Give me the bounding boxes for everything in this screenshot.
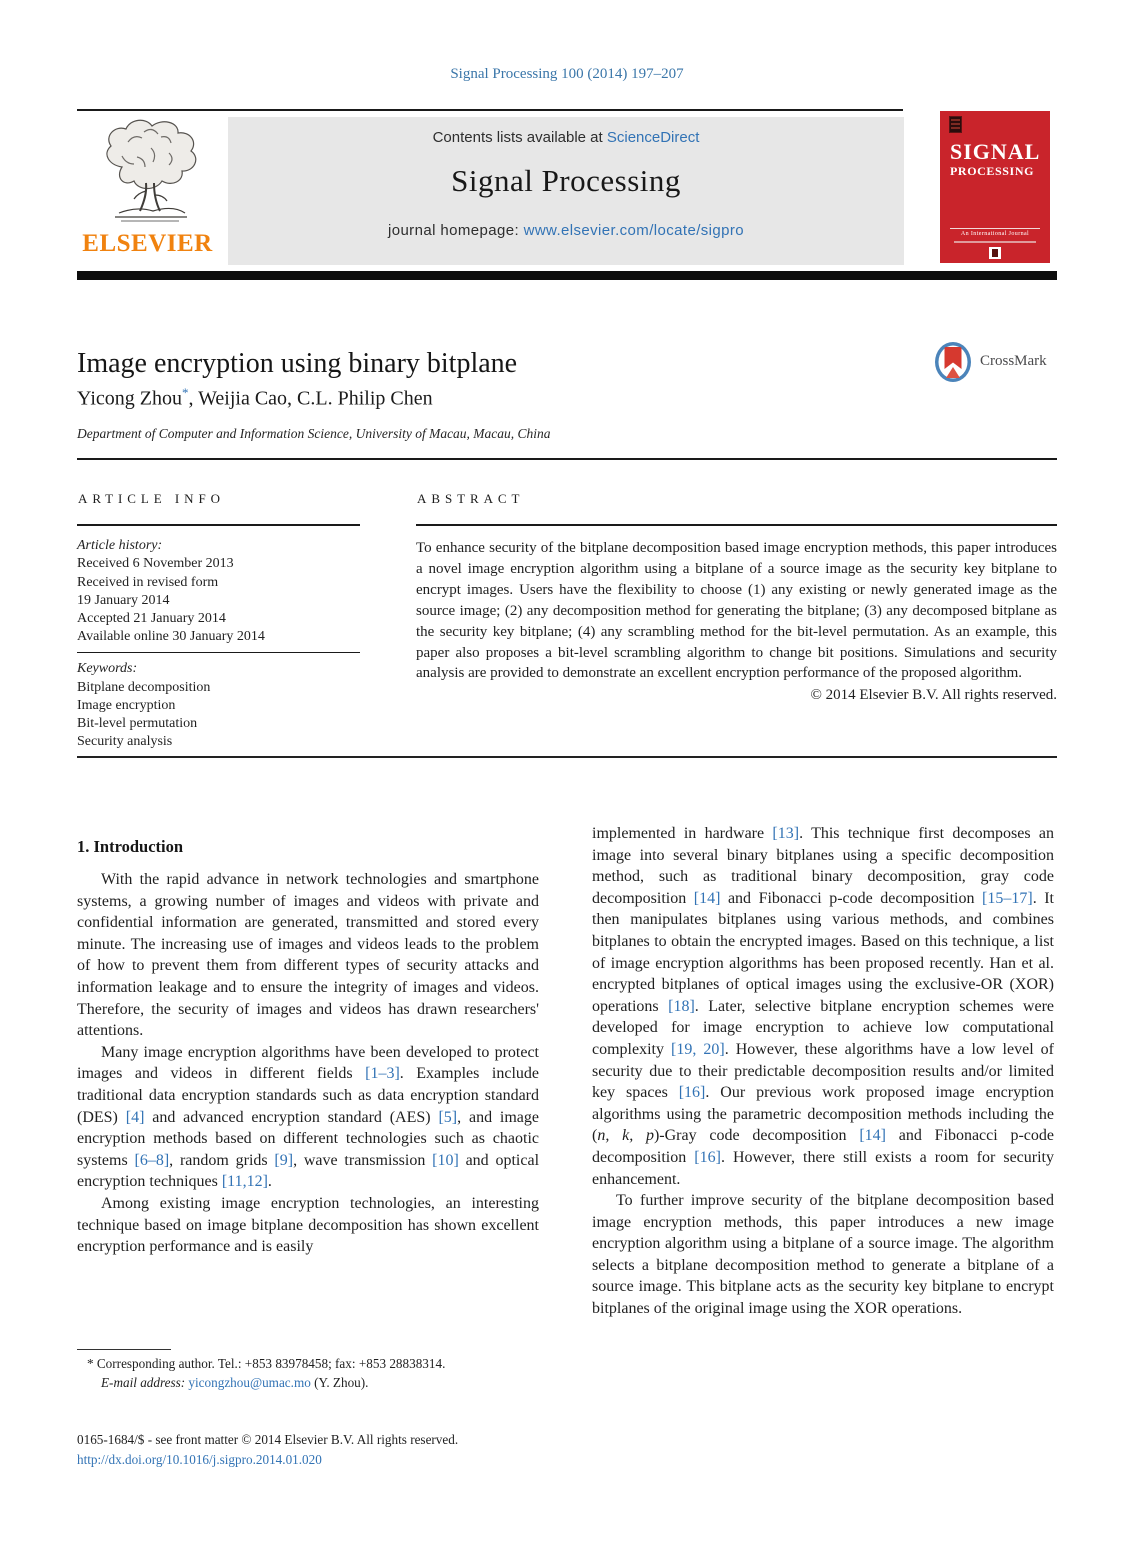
cover-title-line2: PROCESSING bbox=[950, 164, 1035, 178]
citation-link[interactable]: [19, 20] bbox=[671, 1040, 725, 1058]
list-line: Image encryption bbox=[77, 697, 176, 713]
citation-link[interactable]: [15–17] bbox=[982, 889, 1033, 907]
affiliation: Department of Computer and Information Science, University of Macau, Macau, China bbox=[77, 426, 551, 441]
cover-divider bbox=[950, 228, 1040, 229]
list-line: Security analysis bbox=[77, 734, 173, 750]
list-line: Received in revised form bbox=[77, 574, 219, 590]
citation-link[interactable]: [16] bbox=[678, 1084, 706, 1102]
journal-homepage-link[interactable]: www.elsevier.com/locate/sigpro bbox=[523, 222, 745, 239]
journal-title: Signal Processing bbox=[451, 163, 681, 198]
keywords-label: Keywords: bbox=[77, 661, 138, 677]
abstract-heading: ABSTRACT bbox=[417, 491, 525, 506]
citation-link[interactable]: [6–8] bbox=[134, 1151, 170, 1169]
footnote-block bbox=[77, 1355, 543, 1392]
cover-tree-emblem-icon bbox=[949, 116, 962, 133]
crossmark-icon bbox=[933, 339, 975, 385]
email-note: E-mail address: yicongzhou@umac.mo (Y. Zhou). bbox=[101, 1374, 369, 1390]
issn-copyright-line: 0165-1684/$ - see front matter © 2014 Elsevier B.V. All rights reserved. bbox=[77, 1432, 459, 1447]
abstract-copyright: © 2014 Elsevier B.V. All rights reserved. bbox=[810, 687, 1057, 704]
crossmark-label: CrossMark bbox=[980, 353, 1047, 369]
list-line: Received 6 November 2013 bbox=[77, 556, 234, 572]
citation-link[interactable]: [1–3] bbox=[365, 1065, 400, 1083]
list-line: Available online 30 January 2014 bbox=[77, 629, 265, 645]
author-list: Yicong Zhou*, Weijia Cao, C.L. Philip Chen bbox=[77, 385, 433, 410]
elsevier-wordmark: ELSEVIER bbox=[82, 230, 213, 257]
journal-citation-header: Signal Processing 100 (2014) 197–207 bbox=[450, 66, 684, 82]
citation-link[interactable]: [16] bbox=[694, 1148, 721, 1166]
citation-link[interactable]: [9] bbox=[274, 1151, 294, 1169]
paragraph: Many image encryption algorithms have been developed to protect images and videos in different fields [1–3]. Examples include traditional data encryption standards such as data encryption standard (DES) [4] and advanced encryption standard (AES) [5], and image encryption methods based on different technologies such as chaotic systems [6–8], random grids [9], wave transmission [10] and optical encryption techniques [11,12]. bbox=[77, 1043, 540, 1191]
list-line: 19 January 2014 bbox=[77, 592, 170, 608]
article-info-heading: ARTICLE INFO bbox=[78, 491, 225, 506]
citation-link[interactable]: [4] bbox=[125, 1108, 145, 1126]
corresponding-author-note: * Corresponding author. Tel.: +853 83978458; fax: +853 28838314. bbox=[87, 1356, 446, 1371]
keywords-list bbox=[77, 679, 360, 752]
citation-link[interactable]: [14] bbox=[859, 1127, 886, 1145]
citation-link[interactable]: [11,12] bbox=[221, 1173, 268, 1191]
title-block-rule bbox=[77, 458, 1057, 460]
footnote-rule bbox=[77, 1349, 171, 1350]
cover-fineprint-bar bbox=[954, 241, 1036, 243]
cover-publisher-mark-icon bbox=[989, 247, 1001, 259]
masthead-top-rule bbox=[77, 109, 903, 111]
abstract-block-bottom-rule bbox=[77, 756, 1057, 758]
paragraph: To further improve security of the bitplane decomposition based image encryption methods, this paper introduces a new image encryption algorithm using a bitplane of a source image. The algorithm selects a bitplane decomposition method to generate a bitplane of a source image. This bitplane acts as the security key bitplane to encrypt bitplanes of the original image using the XOR operations. bbox=[592, 1192, 1054, 1318]
corresponding-author-asterisk[interactable]: * bbox=[182, 385, 189, 400]
contents-line bbox=[228, 129, 904, 146]
article-info-column bbox=[77, 537, 360, 752]
italic-text: n, k, p bbox=[597, 1127, 654, 1145]
citation-link[interactable]: [5] bbox=[438, 1108, 458, 1126]
journal-masthead-box bbox=[228, 117, 904, 265]
abstract-text: To enhance security of the bitplane decomposition based image encryption methods, this paper introduces a novel image encryption algorithm using a bitplane of a source image as the security key bitplane to encrypt images. Users have the flexibility to choose (1) any existing or newly generated image as the source image; (2) any decomposition method for generating the bitplane; (3) any decomposed bitplane as the security key bitplane; (4) any scrambling method for the bit-level permutation. As an example, this paper also proposes a bit-level scrambling algorithm to change bit positions. Simulations and security analysis are provided to demonstrate an excellent encryption performance of the proposed algorithm. bbox=[416, 540, 1057, 682]
article-title: Image encryption using binary bitplane bbox=[77, 347, 518, 379]
list-line: Bitplane decomposition bbox=[77, 679, 211, 695]
sciencedirect-link[interactable]: ScienceDirect bbox=[606, 129, 700, 146]
section-heading-introduction: 1. Introduction bbox=[77, 836, 184, 856]
paragraph: Among existing image encryption technologies, an interesting technique based on image bitplane decomposition has shown excellent encryption performance and is easily bbox=[77, 1194, 539, 1256]
abstract-column bbox=[416, 538, 1057, 706]
paragraph: With the rapid advance in network technologies and smartphone systems, a growing number of images and videos with private and confidential information are generated, transmitted and stored every minute. The increasing use of images and videos leads to the problem of how to prevent them from different types of security attacks and information leakage and to ensure the integrity of images and videos. Therefore, the security of images and videos has drawn researchers' attentions. bbox=[77, 871, 539, 1040]
abstract-rule bbox=[416, 524, 1057, 526]
article-info-divider bbox=[77, 652, 360, 654]
paragraph: implemented in hardware [13]. This technique first decomposes an image into several binary bitplanes using a specific decomposition method, such as traditional binary decomposition, gray code decomposition [14] and Fibonacci p-code decomposition [15–17]. It then manipulates bitplanes using various methods, and combines bitplanes to obtain the encrypted images. Based on this technique, a list of image encryption algorithms has been proposed recently. Han et al. encrypted bitplanes of optical images using the exclusive-OR (XOR) operations [18]. Later, selective bitplane encryption schemes were developed for image encryption to achieve low computational complexity [19, 20]. However, these algorithms have a low level of security due to their predictable decomposition results and/or limited key spaces [16]. Our previous work proposed image encryption algorithms using the parametric decomposition methods including the (n, k, p)-Gray code decomposition [14] and Fibonacci p-code decomposition [16]. However, there still exists a room for security enhancement. bbox=[592, 825, 1055, 1188]
italic-text: E-mail address: bbox=[101, 1374, 186, 1390]
body-column-right bbox=[592, 823, 1054, 1320]
elsevier-tree-icon bbox=[89, 117, 207, 227]
article-info-rule bbox=[77, 524, 360, 526]
citation-link[interactable]: [18] bbox=[668, 997, 695, 1015]
citation-link[interactable]: [10] bbox=[432, 1151, 459, 1169]
body-column-left bbox=[77, 869, 539, 1258]
cover-title-line1: SIGNAL bbox=[950, 139, 1041, 164]
article-history-list bbox=[77, 555, 360, 646]
elsevier-logo[interactable] bbox=[77, 117, 218, 265]
homepage-line bbox=[228, 222, 904, 239]
list-line: Bit-level permutation bbox=[77, 716, 198, 732]
citation-link[interactable]: [13] bbox=[772, 825, 800, 842]
contents-prefix: Contents lists available at bbox=[432, 129, 607, 146]
citation-link[interactable]: [14] bbox=[693, 889, 721, 907]
doi-link[interactable]: http://dx.doi.org/10.1016/j.sigpro.2014.01.020 bbox=[77, 1452, 322, 1467]
doi-line bbox=[77, 1452, 597, 1468]
article-history-label: Article history: bbox=[77, 538, 163, 553]
cover-tagline: An International Journal bbox=[960, 231, 1030, 237]
list-line: Accepted 21 January 2014 bbox=[77, 611, 226, 627]
masthead-bottom-bar bbox=[77, 271, 1057, 280]
journal-cover-thumbnail[interactable] bbox=[940, 111, 1050, 263]
homepage-prefix: journal homepage: bbox=[387, 222, 524, 239]
crossmark-badge[interactable] bbox=[933, 339, 1063, 385]
email-link[interactable]: yicongzhou@umac.mo bbox=[188, 1374, 311, 1390]
